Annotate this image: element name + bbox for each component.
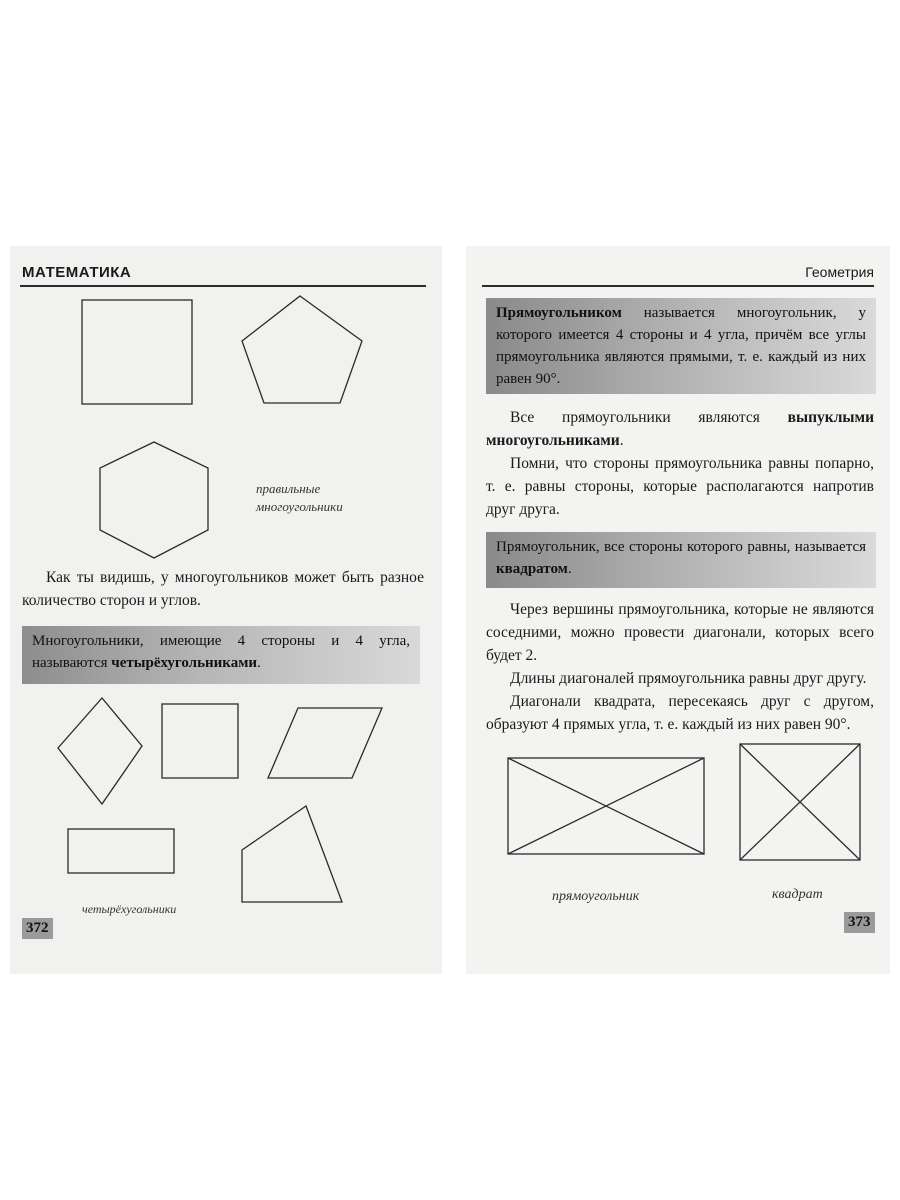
parallelogram-figure [268,708,382,778]
caption-rectangle: прямоугольник [552,889,640,904]
paragraph-sides-angles: Как ты видишь, у многоугольников может быть разное количество сторон и углов. [22,569,424,609]
square-small-figure [162,704,238,778]
page-number-left: 372 [22,918,53,939]
caption-regular-polygons [256,480,376,516]
caption-line: правильные [256,481,321,496]
right-page [466,246,890,974]
caption-square: квадрат [772,887,823,902]
paragraph-square-diagonals: Диагонали квадрата, пересекаясь друг с другом, образуют 4 прямых угла, т. е. каждый из них равен 90°. [486,693,874,733]
hexagon-figure [100,442,208,558]
definition-box-square: Прямоугольник, все стороны которого равны, называется квадратом. [486,532,876,588]
definition-box-rectangle: Прямоугольником называется многоугольник, у которого имеется 4 стороны и 4 угла, причём все углы прямоугольника являются прямыми, т. е. каждый из них равен 90°. [486,298,876,394]
left-page [10,246,442,974]
right-page-figures [466,246,890,974]
rectangle-figure [68,829,174,873]
definition-box-quadrilateral: Многоугольники, имеющие 4 стороны и 4 угла, называются четырёхугольниками. [22,626,420,684]
term-rectangle: Прямоугольником [496,305,622,321]
rectangle-with-diagonals [508,758,704,854]
trapezoid-figure [242,806,342,902]
term-square: квадратом [496,561,568,577]
pentagon-figure [242,296,362,403]
square-with-diagonals [740,744,860,860]
page-number-right: 373 [844,912,875,933]
term-quadrilaterals: четырёхугольниками [111,655,258,671]
running-head-left: МАТЕМАТИКА [22,264,132,281]
term-convex-polygons: выпуклыми многоугольниками [486,409,874,449]
paragraph-convex: Все прямоугольники являются выпуклыми многоугольниками. [486,409,874,449]
caption-line: многоугольники [256,499,343,514]
running-head-right: Геометрия [805,264,874,280]
square-figure [82,300,192,404]
paragraph-opposite-sides: Помни, что стороны прямоугольника равны попарно, т. е. равны стороны, которые располагаются напротив друг друга. [486,455,874,518]
paragraph-diagonals: Через вершины прямоугольника, которые не являются соседними, можно провести диагонали, которых всего будет 2. [486,601,874,664]
rhombus-figure [58,698,142,804]
caption-quadrilaterals: четырёхугольники [82,902,177,916]
paragraph-diagonal-lengths: Длины диагоналей прямоугольника равны друг другу. [510,670,867,687]
